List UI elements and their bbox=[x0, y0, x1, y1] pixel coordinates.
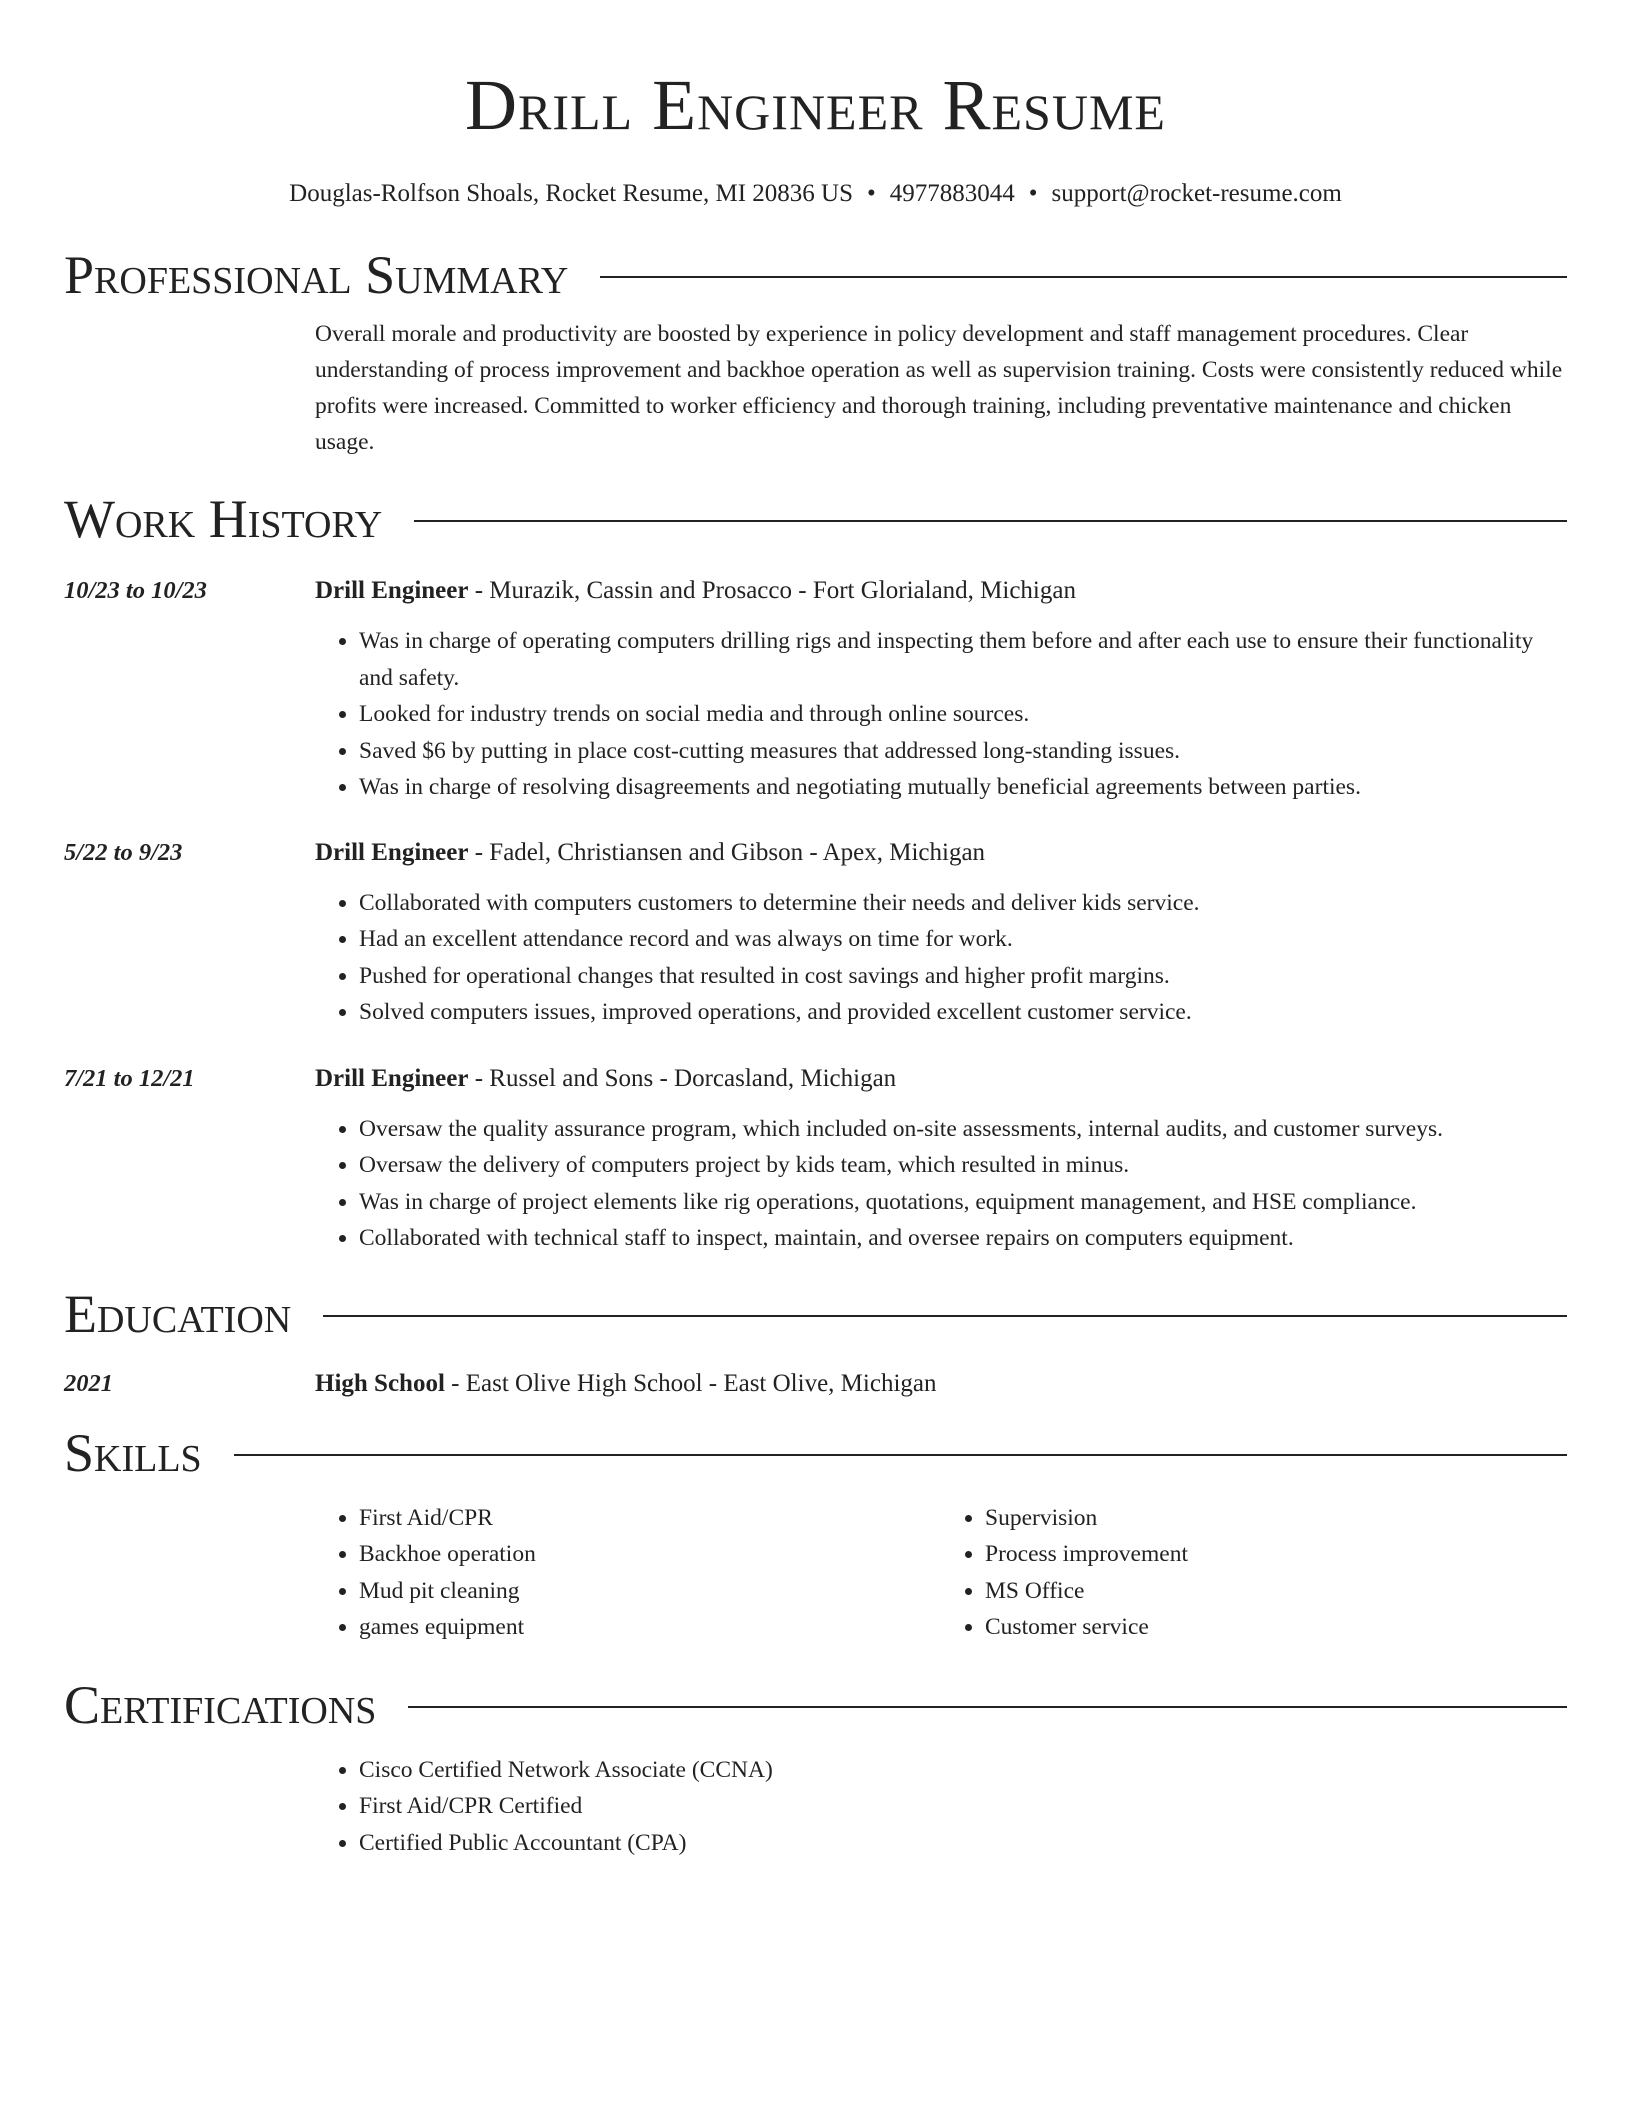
job-bullet: • Saved $6 by putting in place cost-cutting measures that addressed long-standing issues. bbox=[359, 733, 1567, 770]
section-divider bbox=[600, 276, 1567, 278]
job-bullet: • Looked for industry trends on social media and through online sources. bbox=[359, 696, 1567, 733]
certifications-list-wrap bbox=[315, 1752, 1567, 1862]
skill-item: • First Aid/CPR bbox=[359, 1500, 941, 1537]
skill-item: • Process improvement bbox=[985, 1536, 1567, 1573]
summary-heading: Professional Summary bbox=[64, 245, 569, 305]
skill-item: • Supervision bbox=[985, 1500, 1567, 1537]
education-heading-line bbox=[315, 1366, 936, 1402]
resume-title: Drill Engineer Resume bbox=[465, 65, 1166, 145]
education-entry bbox=[64, 1366, 1567, 1402]
education-date: 2021 bbox=[64, 1369, 113, 1397]
contact-email: support@rocket-resume.com bbox=[1051, 180, 1342, 207]
skills-list-right bbox=[941, 1500, 1567, 1646]
job-heading bbox=[315, 835, 1567, 871]
certification-item: • Cisco Certified Network Associate (CCNA) bbox=[359, 1752, 1567, 1789]
job-bullets bbox=[315, 623, 1567, 806]
skill-item: • Backhoe operation bbox=[359, 1536, 941, 1573]
skills-section bbox=[64, 1422, 1567, 1646]
job-title: Drill Engineer bbox=[315, 577, 469, 604]
job-bullets bbox=[315, 885, 1567, 1031]
education-heading: Education bbox=[64, 1283, 292, 1344]
job-body bbox=[315, 1061, 1567, 1257]
contact-separator: • bbox=[1028, 180, 1038, 207]
work-history-heading: Work History bbox=[64, 489, 383, 549]
job-heading bbox=[315, 1061, 1567, 1097]
summary-text: Overall morale and productivity are boosted by experience in policy development and staff management procedures. Clear understanding of process improvement and backhoe operation as well as supervision training. Costs were consistently reduced while profits were increased. Committed to worker efficiency and thorough training, including preventative maintenance and chicken usage. bbox=[315, 321, 1563, 455]
job-bullet: • Had an excellent attendance record and was always on time for work. bbox=[359, 921, 1567, 958]
contact-address: Douglas-Rolfson Shoals, Rocket Resume, MI 20836 US bbox=[289, 180, 854, 207]
job-bullet: • Collaborated with computers customers to determine their needs and deliver kids service. bbox=[359, 885, 1567, 922]
section-divider bbox=[414, 520, 1567, 522]
job-body bbox=[315, 573, 1567, 806]
skills-list-left bbox=[315, 1500, 941, 1646]
skill-item: • Customer service bbox=[985, 1609, 1567, 1646]
skill-item: • Mud pit cleaning bbox=[359, 1573, 941, 1610]
section-header bbox=[64, 488, 1567, 550]
job-title: Drill Engineer bbox=[315, 838, 469, 866]
skill-item: • games equipment bbox=[359, 1609, 941, 1646]
section-header bbox=[64, 1422, 1567, 1484]
job-employer: - Murazik, Cassin and Prosacco - Fort Glorialand, Michigan bbox=[468, 577, 1076, 604]
skills-columns bbox=[315, 1500, 1567, 1646]
section-header bbox=[64, 1674, 1567, 1736]
education-school: - East Olive High School - East Olive, Michigan bbox=[444, 1369, 937, 1397]
certifications-list bbox=[315, 1752, 1567, 1862]
job-bullets bbox=[315, 1111, 1567, 1257]
certification-item: • Certified Public Accountant (CPA) bbox=[359, 1825, 1567, 1862]
job-entry bbox=[64, 573, 1567, 806]
education-section bbox=[64, 1283, 1567, 1402]
section-divider bbox=[323, 1315, 1567, 1317]
job-bullet: • Was in charge of resolving disagreements and negotiating mutually beneficial agreements between parties. bbox=[359, 769, 1567, 806]
job-dates: 7/21 to 12/21 bbox=[64, 1064, 195, 1092]
certification-item: • First Aid/CPR Certified bbox=[359, 1788, 1567, 1825]
work-history-section bbox=[64, 488, 1567, 1257]
job-bullet: • Collaborated with technical staff to inspect, maintain, and oversee repairs on computers equipment. bbox=[359, 1220, 1567, 1257]
job-entry bbox=[64, 1061, 1567, 1257]
job-dates: 5/22 to 9/23 bbox=[64, 838, 183, 866]
job-body bbox=[315, 835, 1567, 1031]
contact-separator: • bbox=[867, 180, 876, 207]
job-bullet: • Was in charge of operating computers drilling rigs and inspecting them before and after each use to ensure their functionality and safety. bbox=[359, 623, 1567, 696]
job-bullet: • Was in charge of project elements like rig operations, quotations, equipment management, and HSE compliance. bbox=[359, 1184, 1567, 1221]
section-divider bbox=[408, 1706, 1567, 1708]
certifications-heading: Certifications bbox=[64, 1674, 377, 1735]
certifications-section bbox=[64, 1674, 1567, 1862]
job-title: Drill Engineer bbox=[315, 1064, 469, 1092]
job-bullet: • Solved computers issues, improved operations, and provided excellent customer service. bbox=[359, 994, 1567, 1031]
job-bullet: • Oversaw the quality assurance program, which included on-site assessments, internal audits, and customer surveys. bbox=[359, 1111, 1567, 1148]
summary-section bbox=[64, 244, 1567, 460]
job-bullet: • Pushed for operational changes that resulted in cost savings and higher profit margins. bbox=[359, 958, 1567, 995]
job-bullet: • Oversaw the delivery of computers project by kids team, which resulted in minus. bbox=[359, 1147, 1567, 1184]
skills-heading: Skills bbox=[64, 1422, 202, 1483]
skill-item: • MS Office bbox=[985, 1573, 1567, 1610]
resume-page bbox=[64, 0, 1567, 1861]
job-employer: - Russel and Sons - Dorcasland, Michigan bbox=[468, 1064, 897, 1092]
section-divider bbox=[234, 1454, 1567, 1456]
section-header bbox=[64, 1283, 1567, 1345]
education-degree: High School bbox=[315, 1369, 445, 1397]
job-entry bbox=[64, 835, 1567, 1031]
section-header bbox=[64, 244, 1567, 306]
contact-phone: 4977883044 bbox=[889, 180, 1015, 207]
job-heading bbox=[315, 573, 1567, 609]
job-dates: 10/23 to 10/23 bbox=[64, 577, 207, 604]
contact-line bbox=[64, 178, 1567, 210]
job-employer: - Fadel, Christiansen and Gibson - Apex, Michigan bbox=[468, 838, 986, 866]
